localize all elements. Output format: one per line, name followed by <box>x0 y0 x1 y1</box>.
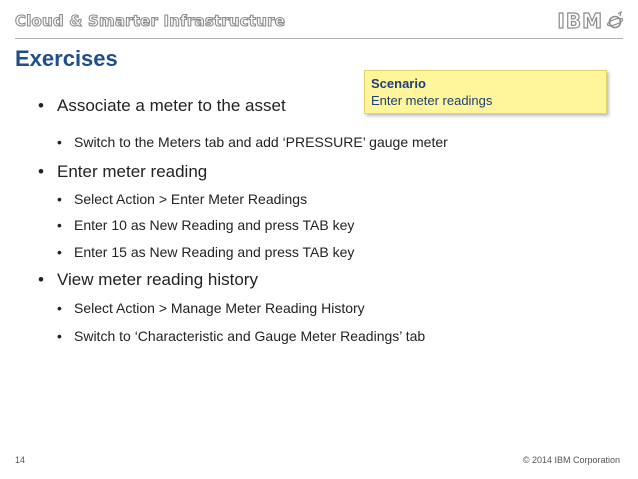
copyright-notice: © 2014 IBM Corporation <box>522 455 620 465</box>
exercise-step-label: Enter 10 as New Reading and press TAB key <box>74 217 355 233</box>
exercise-step-label: Switch to ‘Characteristic and Gauge Meter Readings’ tab <box>74 328 426 344</box>
exercise-label: Associate a meter to the asset <box>57 96 286 115</box>
header-divider <box>15 38 623 39</box>
exercise-step <box>57 328 425 344</box>
planet-icon <box>606 11 624 31</box>
exercise-step <box>57 134 448 150</box>
exercise-step <box>57 191 307 207</box>
exercise-step <box>57 244 354 260</box>
exercise-item <box>38 96 286 116</box>
bullet-icon: • <box>38 96 44 115</box>
bullet-icon: • <box>57 191 62 207</box>
scenario-callout <box>364 70 607 114</box>
scenario-text: Enter meter readings <box>371 93 493 108</box>
exercise-step-label: Enter 15 as New Reading and press TAB key <box>74 244 355 260</box>
page-number: 14 <box>15 455 26 465</box>
bullet-icon: • <box>57 328 62 344</box>
bullet-icon: • <box>57 300 62 316</box>
exercise-label: Enter meter reading <box>57 162 208 181</box>
bullet-icon: • <box>38 270 44 289</box>
exercise-item <box>38 162 207 182</box>
exercise-step-label: Switch to the Meters tab and add ‘PRESSURE’ gauge meter <box>74 134 448 150</box>
exercise-label: View meter reading history <box>57 270 258 289</box>
exercise-step-label: Select Action > Enter Meter Readings <box>74 191 308 207</box>
ibm-logo-text: IBM <box>557 9 603 33</box>
exercise-step-label: Select Action > Manage Meter Reading History <box>74 300 365 316</box>
scenario-title: Scenario <box>371 76 426 91</box>
page-title: Exercises <box>15 46 118 71</box>
brand-title: Cloud & Smarter Infrastructure <box>15 12 286 30</box>
exercise-item <box>38 270 258 290</box>
bullet-icon: • <box>57 134 62 150</box>
bullet-icon: • <box>38 162 44 181</box>
bullet-icon: • <box>57 244 62 260</box>
exercise-step <box>57 217 354 233</box>
ibm-logo <box>557 11 624 31</box>
exercise-step <box>57 300 365 316</box>
bullet-icon: • <box>57 217 62 233</box>
